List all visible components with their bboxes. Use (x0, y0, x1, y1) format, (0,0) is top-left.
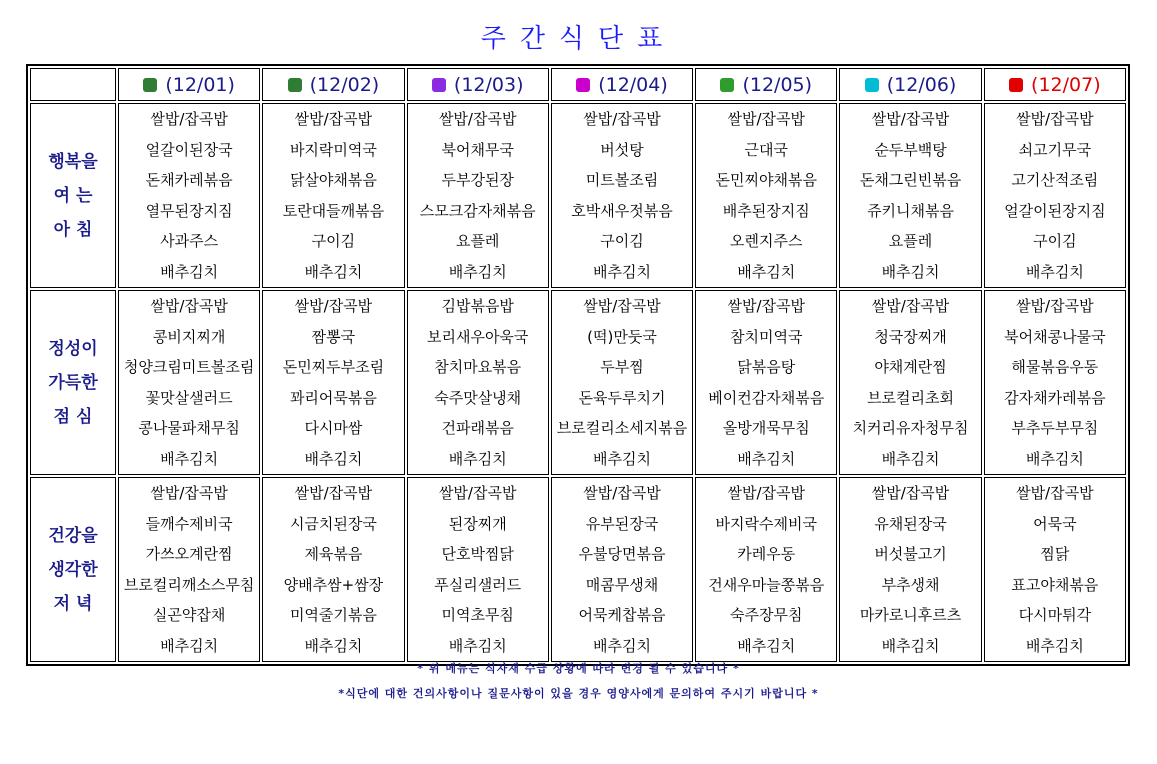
menu-item: 미역초무침 (441, 606, 514, 624)
dinner-day-6-cell (839, 477, 981, 662)
menu-item: 된장찌개 (448, 514, 507, 533)
menu-item: 구이김 (1033, 232, 1077, 250)
meal-label-line: 정성이 (48, 338, 98, 359)
menu-item: 미트볼조림 (585, 171, 659, 189)
breakfast-day-1-cell (118, 103, 260, 288)
menu-item: 브로컬리깨소스무침 (123, 575, 255, 594)
menu-item: 유채된장국 (874, 514, 947, 533)
menu-item: 근대국 (744, 140, 788, 159)
menu-item: 닭볶음탕 (737, 358, 796, 376)
meal-label-line: 가득한 (48, 372, 98, 393)
menu-item: 두부찜 (600, 358, 644, 376)
menu-item: 시금치된장국 (289, 514, 377, 533)
menu-item: 다시마튀각 (1018, 606, 1092, 624)
cyan-calendar-icon (865, 78, 879, 92)
dinner-label (30, 477, 116, 662)
menu-item: 숙주맛살냉채 (434, 388, 522, 407)
menu-item: 배추김치 (881, 262, 940, 281)
menu-item: 양배추쌈+쌈장 (283, 575, 384, 594)
menu-item: 미역줄기볶음 (289, 606, 377, 624)
dinner-day-7-cell (984, 477, 1126, 662)
meal-label-line: 행복을 (48, 151, 98, 172)
menu-item: 배추된장지짐 (722, 201, 810, 220)
menu-item: 쌀밥/잡곡밥 (727, 484, 806, 502)
red-calendar-icon (1009, 78, 1023, 92)
menu-item: 버섯불고기 (874, 545, 947, 563)
menu-item: 쌀밥/잡곡밥 (1016, 297, 1094, 315)
menu-item: 배추김치 (881, 636, 940, 655)
lunch-day-5-cell (695, 290, 837, 475)
menu-item: 들깨수제비국 (145, 514, 233, 533)
lunch-day-1-cell (118, 290, 260, 475)
meal-label-line: 점 심 (53, 406, 93, 427)
menu-item: 북어채무국 (441, 140, 514, 159)
menu-item: 우불당면볶음 (578, 545, 666, 563)
menu-item: 배추김치 (593, 636, 651, 655)
menu-item: 요플레 (455, 232, 500, 250)
menu-item: 북어채콩나물국 (1004, 327, 1106, 346)
breakfast-day-3-cell (407, 103, 549, 288)
notice-text-2: *식단에 대한 건의사항이나 질문사항이 있을 경우 영양사에게 문의하여 주시기 바랍니다 * (338, 687, 819, 700)
menu-item: 돈채그린빈볶음 (859, 171, 962, 189)
page-title: 주간식단표 (480, 24, 677, 54)
menu-item: 쌀밥/잡곡밥 (150, 110, 228, 128)
lunch-day-7-cell (984, 290, 1126, 475)
dinner-day-3-cell (407, 477, 549, 662)
day-header-5: (12/05) (695, 68, 837, 101)
menu-item: 콩비지찌개 (152, 327, 226, 346)
corner-cell (30, 68, 116, 101)
menu-item: 쌀밥/잡곡밥 (1016, 110, 1094, 128)
day-header-6: (12/06) (839, 68, 981, 101)
dinner-day-2-cell (262, 477, 404, 662)
lunch-day-2-cell (262, 290, 404, 475)
dinner-day-1-cell (118, 477, 260, 662)
day-header-7: (12/07) (984, 68, 1126, 101)
menu-item: 카레우동 (737, 545, 796, 563)
menu-item: 어묵케찹볶음 (578, 606, 666, 624)
menu-item: 참치마요볶음 (434, 358, 522, 376)
menu-item: 브로컬리초회 (867, 388, 955, 407)
menu-item: 부추두부무침 (1011, 419, 1099, 437)
menu-item: 고기산적조림 (1011, 171, 1099, 189)
menu-item: 쌀밥/잡곡밥 (150, 297, 228, 315)
menu-item: 배추김치 (304, 636, 363, 655)
menu-item: 쌀밥/잡곡밥 (438, 110, 517, 128)
lunch-row (30, 290, 1126, 475)
menu-item: 돈민찌두부조림 (282, 358, 385, 376)
menu-item: 쌀밥/잡곡밥 (871, 484, 950, 502)
lunch-label (30, 290, 116, 475)
meal-label-line: 건강을 (48, 525, 98, 546)
menu-item: 스모크감자채볶음 (419, 201, 536, 220)
menu-item: 건새우마늘쫑볶음 (708, 575, 825, 594)
day-header-4: (12/04) (551, 68, 693, 101)
menu-item: 열무된장지짐 (145, 201, 233, 220)
lunch-day-6-cell (839, 290, 981, 475)
menu-item: 꽈리어묵볶음 (289, 388, 377, 407)
dinner-day-5-cell (695, 477, 837, 662)
menu-item: 쌀밥/잡곡밥 (727, 110, 806, 128)
meal-label-line: 아 침 (53, 219, 93, 240)
menu-item: 쌀밥/잡곡밥 (583, 297, 661, 315)
menu-item: 표고야채볶음 (1011, 575, 1099, 594)
menu-item: 제육볶음 (304, 545, 363, 563)
menu-item: 쌀밥/잡곡밥 (294, 297, 373, 315)
menu-item: 쇠고기무국 (1018, 140, 1092, 159)
menu-item: 쌀밥/잡곡밥 (871, 297, 950, 315)
menu-item: 쌀밥/잡곡밥 (871, 110, 950, 128)
menu-item: 청양크림미트볼조림 (123, 358, 255, 376)
menu-item: 쌀밥/잡곡밥 (1016, 484, 1094, 502)
menu-item: 꽃맛살샐러드 (145, 388, 233, 407)
menu-item: 돈육두루치기 (578, 388, 666, 407)
menu-item: 배추김치 (1025, 449, 1084, 468)
menu-item: 감자채카레볶음 (1004, 388, 1106, 407)
menu-item: 배추김치 (448, 262, 507, 281)
breakfast-row (30, 103, 1126, 288)
meal-label-line: 생각한 (48, 559, 98, 580)
menu-item: 요플레 (888, 232, 933, 250)
menu-item: 얼갈이된장국 (145, 140, 233, 159)
menu-item: 배추김치 (1025, 636, 1084, 655)
menu-item: 배추김치 (160, 449, 219, 468)
breakfast-day-6-cell (839, 103, 981, 288)
menu-item: 쌀밥/잡곡밥 (294, 110, 373, 128)
menu-item: 돈민찌야채볶음 (715, 171, 817, 189)
menu-item: 쌀밥/잡곡밥 (150, 484, 228, 502)
menu-item: 올방개묵무침 (722, 419, 810, 437)
menu-item: 브로컬리소세지볶음 (556, 419, 688, 437)
menu-item: 쌀밥/잡곡밥 (583, 110, 661, 128)
menu-item: 부추생채 (881, 575, 940, 594)
menu-item: 쌀밥/잡곡밥 (294, 484, 373, 502)
menu-item: 바지락미역국 (289, 140, 377, 159)
menu-item: 숙주장무침 (730, 606, 803, 624)
menu-item: 배추김치 (881, 449, 940, 468)
menu-item: 치커리유자청무침 (852, 419, 969, 437)
menu-item: 푸실리샐러드 (434, 575, 522, 594)
menu-item: 콩나물파채무침 (138, 419, 240, 437)
menu-item: 쌀밥/잡곡밥 (583, 484, 661, 502)
menu-item: 쥬키니채볶음 (867, 201, 955, 220)
breakfast-day-7-cell (984, 103, 1126, 288)
menu-item: 닭살야채볶음 (289, 171, 377, 189)
breakfast-day-5-cell (695, 103, 837, 288)
menu-item: 배추김치 (448, 636, 507, 655)
menu-item: 순두부백탕 (874, 140, 947, 159)
menu-item: 돈채카레볶음 (145, 171, 233, 189)
breakfast-day-4-cell (551, 103, 693, 288)
menu-item: 오렌지주스 (730, 232, 803, 250)
menu-item: 베이컨감자채볶음 (708, 388, 825, 407)
purple-calendar-icon (432, 78, 446, 92)
menu-item: 두부강된장 (441, 171, 514, 189)
menu-item: 해물볶음우동 (1011, 358, 1099, 376)
menu-item: 김밥볶음밥 (441, 297, 514, 315)
menu-item: 호박새우젓볶음 (571, 201, 673, 220)
notice-text-1: * 위 메뉴는 식자재 수급 상황에 따라 변경 될 수 있습니다 * (417, 662, 740, 675)
weekly-menu-table (26, 64, 1130, 666)
menu-item: 토란대들깨볶음 (282, 201, 385, 220)
menu-item: 배추김치 (160, 262, 219, 281)
menu-item: 배추김치 (160, 636, 219, 655)
meal-label-line: 저 녁 (53, 593, 93, 614)
green-calendar-icon (720, 78, 734, 92)
menu-item: 건파래볶음 (441, 419, 514, 437)
breakfast-label (30, 103, 116, 288)
menu-item: 사과주스 (160, 232, 219, 250)
menu-item: 보리새우아욱국 (426, 327, 529, 346)
day-header-2: (12/02) (262, 68, 404, 101)
menu-item: 매콤무생채 (585, 575, 659, 594)
menu-item: 어묵국 (1033, 514, 1077, 533)
magenta-calendar-icon (576, 78, 590, 92)
menu-item: 구이김 (600, 232, 644, 250)
breakfast-day-2-cell (262, 103, 404, 288)
menu-item: 쌀밥/잡곡밥 (438, 484, 517, 502)
lunch-day-4-cell (551, 290, 693, 475)
menu-item: 유부된장국 (585, 514, 659, 533)
menu-item: 배추김치 (737, 449, 796, 468)
dinner-day-4-cell (551, 477, 693, 662)
header-row (30, 68, 1126, 101)
lunch-day-3-cell (407, 290, 549, 475)
meal-label-line: 여 는 (53, 185, 93, 206)
menu-item: 버섯탕 (600, 140, 644, 159)
dinner-row (30, 477, 1126, 662)
menu-item: 다시마쌈 (304, 419, 363, 437)
menu-item: (떡)만둣국 (587, 327, 657, 346)
menu-item: 단호박찜닭 (441, 545, 514, 563)
day-header-1: (12/01) (118, 68, 260, 101)
menu-item: 청국장찌개 (874, 327, 947, 346)
menu-item: 가쓰오계란찜 (145, 545, 233, 563)
menu-item: 쌀밥/잡곡밥 (727, 297, 806, 315)
menu-item: 짬뽕국 (311, 327, 356, 346)
menu-item: 배추김치 (448, 449, 507, 468)
menu-item: 실곤약잡채 (152, 606, 226, 624)
menu-item: 얼갈이된장지짐 (1004, 201, 1106, 220)
menu-item: 배추김치 (1025, 262, 1084, 281)
menu-item: 배추김치 (737, 262, 796, 281)
menu-item: 배추김치 (593, 449, 651, 468)
menu-item: 야채계란찜 (874, 358, 947, 376)
menu-item: 찜닭 (1040, 545, 1070, 563)
green-calendar-icon (143, 78, 157, 92)
menu-item: 배추김치 (737, 636, 796, 655)
menu-item: 배추김치 (593, 262, 651, 281)
menu-item: 마카로니후르츠 (859, 606, 962, 624)
menu-item: 참치미역국 (730, 327, 803, 346)
green-calendar-icon (288, 78, 302, 92)
menu-item: 구이김 (311, 232, 356, 250)
menu-item: 배추김치 (304, 449, 363, 468)
menu-item: 바지락수제비국 (715, 514, 817, 533)
menu-item: 배추김치 (304, 262, 363, 281)
day-header-3: (12/03) (407, 68, 549, 101)
